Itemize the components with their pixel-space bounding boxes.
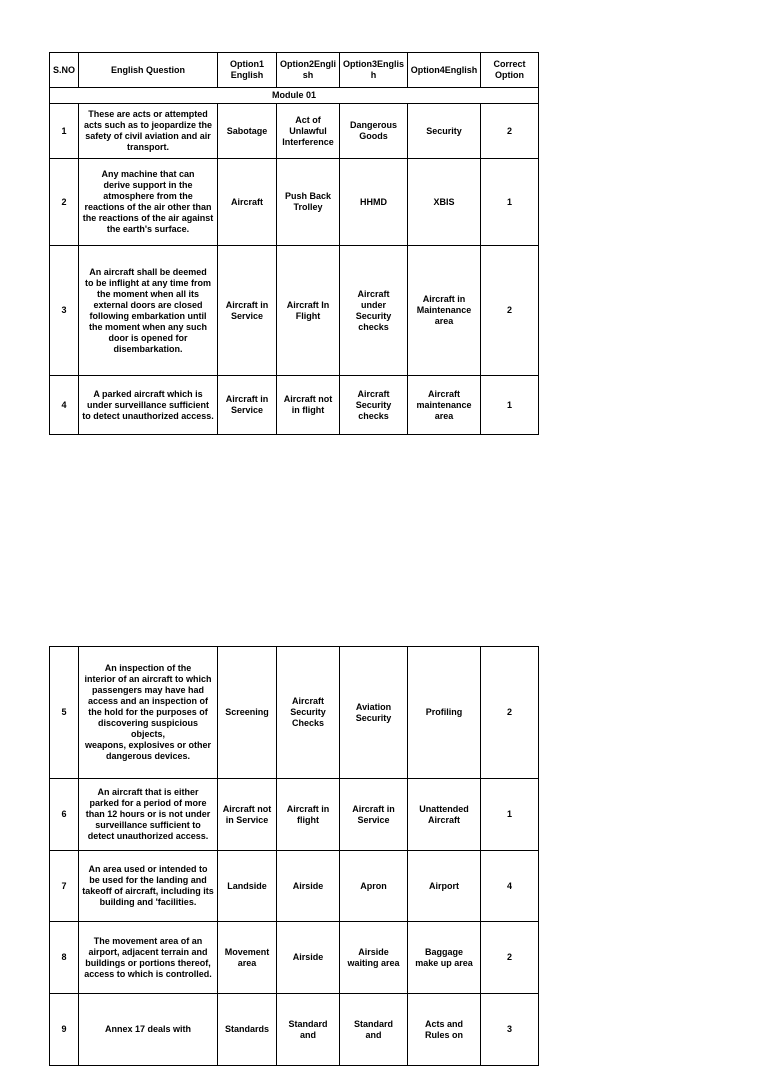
row-sno: 6 bbox=[50, 779, 79, 851]
question-table-2 bbox=[49, 646, 539, 1066]
row-option4: Unattended Aircraft bbox=[408, 779, 481, 851]
row-option2: Aircraft in flight bbox=[277, 779, 340, 851]
row-option4: Security bbox=[408, 104, 481, 159]
row-sno: 7 bbox=[50, 851, 79, 922]
row-question: An area used or intended to be used for the landing and takeoff of aircraft, including its building and 'facilities. bbox=[79, 851, 218, 922]
row-option4: Profiling bbox=[408, 647, 481, 779]
row-option2: Airside bbox=[277, 851, 340, 922]
row-correct-option: 2 bbox=[481, 922, 539, 994]
row-correct-option: 1 bbox=[481, 376, 539, 435]
row-question: The movement area of an airport, adjacent terrain and buildings or portions thereof, access to which is controlled. bbox=[79, 922, 218, 994]
row-correct-option: 2 bbox=[481, 246, 539, 376]
table-row bbox=[50, 104, 539, 159]
row-option1: Landside bbox=[218, 851, 277, 922]
row-correct-option: 2 bbox=[481, 104, 539, 159]
row-option3: HHMD bbox=[340, 159, 408, 246]
row-correct-option: 2 bbox=[481, 647, 539, 779]
row-correct-option: 1 bbox=[481, 159, 539, 246]
header-option2: Option2Engli sh bbox=[277, 53, 340, 88]
row-option1: Aircraft in Service bbox=[218, 376, 277, 435]
table-row bbox=[50, 159, 539, 246]
row-correct-option: 1 bbox=[481, 779, 539, 851]
table-header-row bbox=[50, 53, 539, 88]
row-option1: Aircraft in Service bbox=[218, 246, 277, 376]
row-option3: Aircraft in Service bbox=[340, 779, 408, 851]
row-option1: Aircraft not in Service bbox=[218, 779, 277, 851]
row-option2: Act of Unlawful Interference bbox=[277, 104, 340, 159]
row-option1: Movement area bbox=[218, 922, 277, 994]
row-question: An aircraft shall be deemed to be inflight at any time from the moment when all its external doors are closed following embarkation until the moment when any such door is opened for disembarkation. bbox=[79, 246, 218, 376]
row-option2: Aircraft In Flight bbox=[277, 246, 340, 376]
row-question: A parked aircraft which is under surveillance sufficient to detect unauthorized access. bbox=[79, 376, 218, 435]
row-sno: 2 bbox=[50, 159, 79, 246]
table-row bbox=[50, 647, 539, 779]
row-correct-option: 3 bbox=[481, 994, 539, 1066]
row-option2: Airside bbox=[277, 922, 340, 994]
row-option3: Airside waiting area bbox=[340, 922, 408, 994]
row-option3: Apron bbox=[340, 851, 408, 922]
row-option2: Standard and bbox=[277, 994, 340, 1066]
table-row bbox=[50, 246, 539, 376]
header-option1: Option1 English bbox=[218, 53, 277, 88]
table-row bbox=[50, 994, 539, 1066]
row-option4: Aircraft in Maintenance area bbox=[408, 246, 481, 376]
row-question: Annex 17 deals with bbox=[79, 994, 218, 1066]
row-correct-option: 4 bbox=[481, 851, 539, 922]
header-sno: S.NO bbox=[50, 53, 79, 88]
row-question: An inspection of the interior of an aircraft to which passengers may have had access and an inspection of the hold for the purposes of discovering suspicious objects, weapons, explosives or other dangerous devices. bbox=[79, 647, 218, 779]
table-row bbox=[50, 779, 539, 851]
row-option3: Dangerous Goods bbox=[340, 104, 408, 159]
row-sno: 8 bbox=[50, 922, 79, 994]
row-question: Any machine that can derive support in the atmosphere from the reactions of the air other than the reactions of the air against the earth's surface. bbox=[79, 159, 218, 246]
row-option4: Airport bbox=[408, 851, 481, 922]
row-option3: Aircraft under Security checks bbox=[340, 246, 408, 376]
row-option1: Sabotage bbox=[218, 104, 277, 159]
table-row bbox=[50, 851, 539, 922]
row-option2: Aircraft Security Checks bbox=[277, 647, 340, 779]
row-option3: Aviation Security bbox=[340, 647, 408, 779]
row-option4: XBIS bbox=[408, 159, 481, 246]
row-sno: 3 bbox=[50, 246, 79, 376]
row-option1: Aircraft bbox=[218, 159, 277, 246]
row-question: These are acts or attempted acts such as to jeopardize the safety of civil aviation and air transport. bbox=[79, 104, 218, 159]
question-table-1 bbox=[49, 52, 539, 435]
row-sno: 4 bbox=[50, 376, 79, 435]
header-correct-option: Correct Option bbox=[481, 53, 539, 88]
module-row bbox=[50, 88, 539, 104]
row-option4: Aircraft maintenance area bbox=[408, 376, 481, 435]
header-question: English Question bbox=[79, 53, 218, 88]
row-option1: Standards bbox=[218, 994, 277, 1066]
row-option2: Push Back Trolley bbox=[277, 159, 340, 246]
table-row bbox=[50, 922, 539, 994]
header-option3: Option3Englis h bbox=[340, 53, 408, 88]
table-row bbox=[50, 376, 539, 435]
row-option4: Acts and Rules on bbox=[408, 994, 481, 1066]
row-option3: Aircraft Security checks bbox=[340, 376, 408, 435]
row-option2: Aircraft not in flight bbox=[277, 376, 340, 435]
row-question: An aircraft that is either parked for a period of more than 12 hours or is not under surveillance sufficient to detect unauthorized access. bbox=[79, 779, 218, 851]
row-sno: 1 bbox=[50, 104, 79, 159]
row-option3: Standard and bbox=[340, 994, 408, 1066]
row-sno: 5 bbox=[50, 647, 79, 779]
row-sno: 9 bbox=[50, 994, 79, 1066]
row-option1: Screening bbox=[218, 647, 277, 779]
header-option4: Option4English bbox=[408, 53, 481, 88]
row-option4: Baggage make up area bbox=[408, 922, 481, 994]
module-label: Module 01 bbox=[50, 88, 539, 104]
